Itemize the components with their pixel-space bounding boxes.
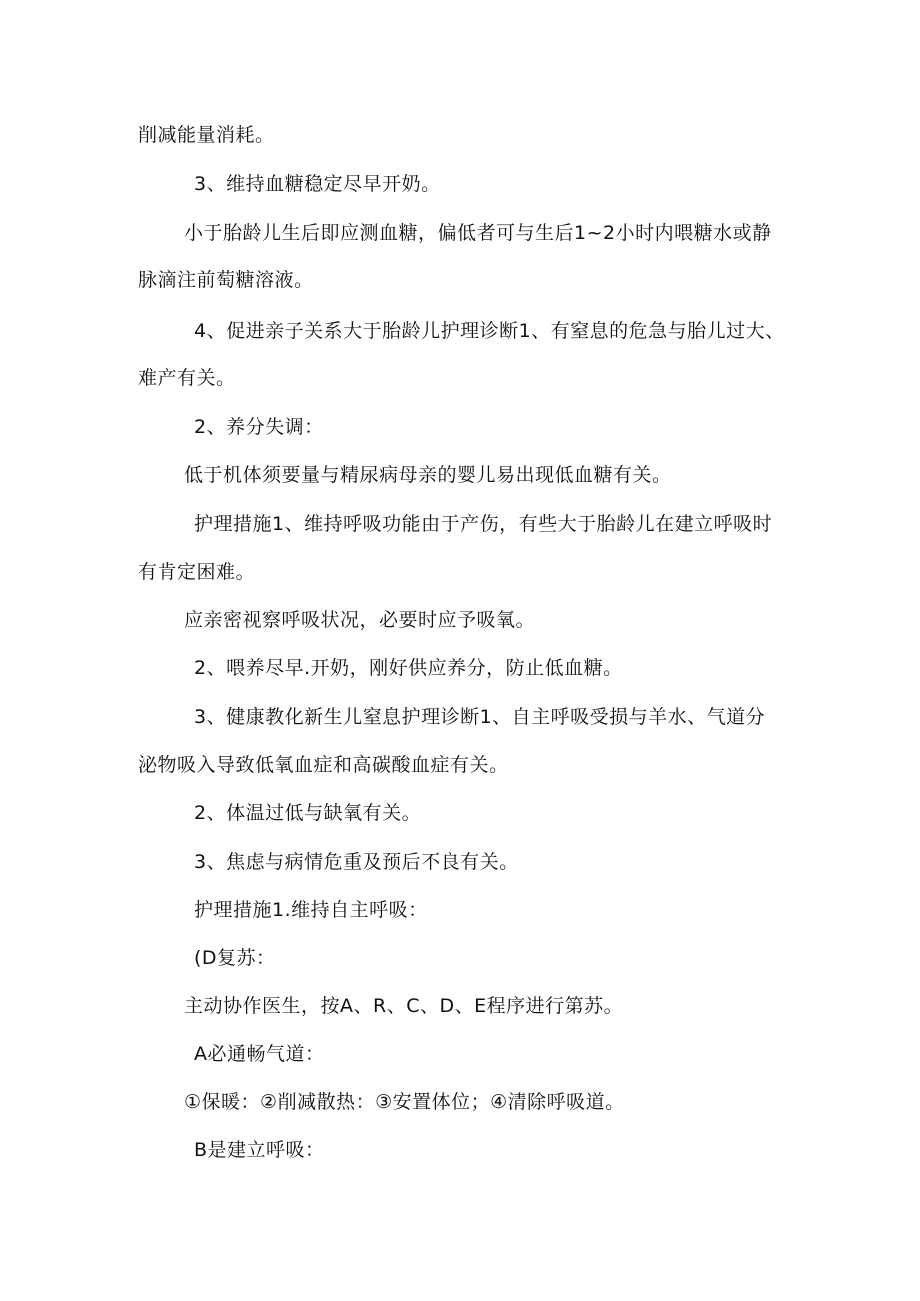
text-line-3: 小于胎龄儿生后即应测血糖，偏低者可与生后1~2小时内喂糖水或静 — [184, 222, 772, 244]
text-line-2: 3、维持血糖稳定尽早开奶。 — [194, 173, 441, 195]
text-line-6: 难产有关。 — [138, 367, 236, 389]
text-line-10: 有肯定困难。 — [138, 561, 256, 583]
text-line-13: 3、健康教化新生儿窒息护理诊断1、自主呼吸受损与羊水、气道分 — [194, 706, 766, 728]
text-line-11: 应亲密视察呼吸状况，必要时应予吸氧。 — [184, 609, 536, 631]
text-line-19: 主动协作医生，按A、R、C、D、E程序进行第苏。 — [184, 995, 624, 1017]
text-line-20: A必通畅气道： — [194, 1043, 325, 1065]
text-line-1: 削减能量消耗。 — [138, 124, 275, 146]
text-line-15: 2、体温过低与缺氧有关。 — [194, 802, 422, 824]
text-line-21: ①保暖：②削减散热：③安置体位；④清除呼吸道。 — [184, 1091, 625, 1113]
text-line-9: 护理措施1、维持呼吸功能由于产伤，有些大于胎龄儿在建立呼吸时 — [194, 513, 773, 535]
text-line-8: 低于机体须要量与精尿病母亲的婴儿易出现低血糖有关。 — [184, 464, 672, 486]
text-line-16: 3、焦虑与病情危重及预后不良有关。 — [194, 851, 519, 873]
text-line-22: B是建立呼吸： — [194, 1139, 325, 1161]
text-line-4: 脉滴注前萄糖溶液。 — [138, 269, 314, 291]
text-line-12: 2、喂养尽早.开奶，刚好供应养分，防止低血糖。 — [194, 657, 623, 679]
text-line-14: 泌物吸入导致低氧血症和高碳酸血症有关。 — [138, 754, 509, 776]
text-line-17: 护理措施1.维持自主呼吸： — [194, 899, 428, 921]
text-line-18: (D复苏： — [194, 947, 276, 969]
text-line-7: 2、养分失调： — [194, 416, 324, 438]
text-line-5: 4、促进亲子关系大于胎龄儿护理诊断1、有窒息的危急与胎儿过大、 — [194, 320, 785, 342]
